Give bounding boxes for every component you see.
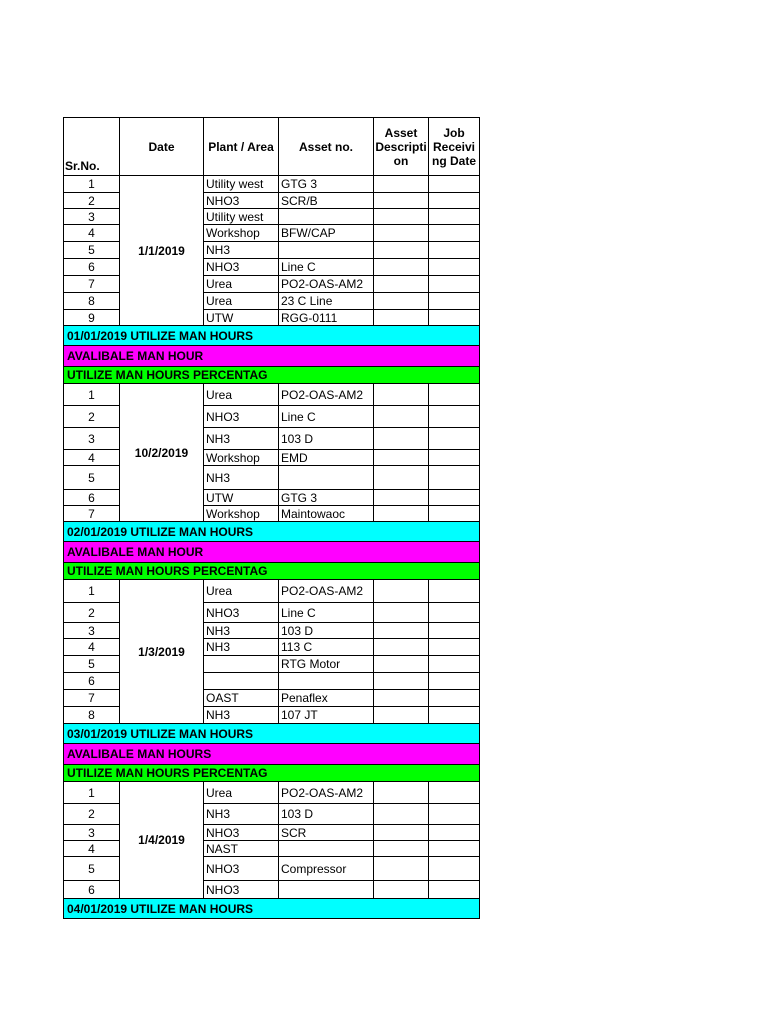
- summary-band-cell[interactable]: AVALIBALE MAN HOUR: [64, 346, 480, 367]
- summary-band-cell[interactable]: 01/01/2019 UTILIZE MAN HOURS: [64, 326, 480, 346]
- sr-no-cell[interactable]: 5: [64, 242, 120, 259]
- table-body: [64, 176, 480, 919]
- available-man-hour-row: [64, 542, 480, 563]
- asset-no-cell[interactable]: GTG 3: [279, 176, 374, 193]
- asset-description-cell[interactable]: [374, 466, 429, 490]
- asset-no-cell[interactable]: SCR: [279, 825, 374, 841]
- summary-band-cell[interactable]: UTILIZE MAN HOURS PERCENTAG: [64, 367, 480, 384]
- man-hours-table: [63, 117, 480, 919]
- utilize-percentage-row: [64, 765, 480, 782]
- job-receiving-date-cell[interactable]: [429, 857, 480, 881]
- plant-area-cell[interactable]: OAST: [204, 690, 279, 707]
- sr-no-cell[interactable]: 5: [64, 466, 120, 490]
- job-receiving-date-cell[interactable]: [429, 209, 480, 225]
- sr-no-cell[interactable]: 3: [64, 428, 120, 450]
- plant-area-cell[interactable]: NH3: [204, 623, 279, 639]
- sr-no-cell[interactable]: 4: [64, 841, 120, 857]
- asset-no-cell[interactable]: PO2-OAS-AM2: [279, 384, 374, 406]
- plant-area-cell[interactable]: [204, 673, 279, 690]
- date-cell[interactable]: 1/3/2019: [120, 580, 204, 724]
- asset-no-cell[interactable]: Line C: [279, 603, 374, 623]
- asset-description-cell[interactable]: [374, 580, 429, 603]
- job-receiving-date-cell[interactable]: [429, 466, 480, 490]
- asset-description-cell[interactable]: [374, 293, 429, 310]
- job-receiving-date-cell[interactable]: [429, 623, 480, 639]
- asset-description-cell[interactable]: [374, 841, 429, 857]
- plant-area-cell[interactable]: NH3: [204, 428, 279, 450]
- sr-no-cell[interactable]: 5: [64, 656, 120, 673]
- asset-no-cell[interactable]: RTG Motor: [279, 656, 374, 673]
- utilize-man-hours-row: [64, 522, 480, 542]
- plant-area-cell[interactable]: NH3: [204, 707, 279, 724]
- sr-no-cell[interactable]: 8: [64, 707, 120, 724]
- asset-no-cell[interactable]: PO2-OAS-AM2: [279, 276, 374, 293]
- sr-no-cell[interactable]: 4: [64, 450, 120, 466]
- asset-description-cell[interactable]: [374, 506, 429, 522]
- asset-description-cell[interactable]: [374, 490, 429, 506]
- job-receiving-date-cell[interactable]: [429, 690, 480, 707]
- asset-no-cell[interactable]: [279, 881, 374, 899]
- job-receiving-date-cell[interactable]: [429, 804, 480, 825]
- sr-no-cell[interactable]: 4: [64, 225, 120, 242]
- sr-no-cell[interactable]: 8: [64, 293, 120, 310]
- plant-area-cell[interactable]: NHO3: [204, 603, 279, 623]
- job-receiving-date-cell[interactable]: [429, 603, 480, 623]
- table-row: [64, 782, 480, 804]
- utilize-man-hours-row: [64, 899, 480, 919]
- plant-area-cell[interactable]: UTW: [204, 490, 279, 506]
- sr-no-cell[interactable]: 2: [64, 804, 120, 825]
- plant-area-cell[interactable]: NH3: [204, 804, 279, 825]
- asset-no-cell[interactable]: [279, 841, 374, 857]
- plant-area-cell[interactable]: Urea: [204, 782, 279, 804]
- asset-description-cell[interactable]: [374, 406, 429, 428]
- sr-no-cell[interactable]: 7: [64, 690, 120, 707]
- plant-area-cell[interactable]: Workshop: [204, 506, 279, 522]
- plant-area-cell[interactable]: Workshop: [204, 225, 279, 242]
- job-receiving-date-cell[interactable]: [429, 506, 480, 522]
- job-receiving-date-cell[interactable]: [429, 450, 480, 466]
- asset-no-cell[interactable]: 103 D: [279, 623, 374, 639]
- utilize-percentage-row: [64, 563, 480, 580]
- job-receiving-date-cell[interactable]: [429, 242, 480, 259]
- plant-area-cell[interactable]: Urea: [204, 293, 279, 310]
- plant-area-cell[interactable]: NHO3: [204, 825, 279, 841]
- asset-no-cell[interactable]: 113 C: [279, 639, 374, 656]
- summary-band-cell[interactable]: 04/01/2019 UTILIZE MAN HOURS: [64, 899, 480, 919]
- asset-description-cell[interactable]: [374, 690, 429, 707]
- asset-description-cell[interactable]: [374, 193, 429, 209]
- job-receiving-date-cell[interactable]: [429, 580, 480, 603]
- plant-area-cell[interactable]: Utility west: [204, 209, 279, 225]
- asset-description-cell[interactable]: [374, 450, 429, 466]
- asset-no-cell[interactable]: BFW/CAP: [279, 225, 374, 242]
- job-receiving-date-cell[interactable]: [429, 673, 480, 690]
- plant-area-cell[interactable]: Workshop: [204, 450, 279, 466]
- job-receiving-date-cell[interactable]: [429, 825, 480, 841]
- job-receiving-date-cell[interactable]: [429, 406, 480, 428]
- asset-no-cell[interactable]: Line C: [279, 259, 374, 276]
- date-cell[interactable]: 10/2/2019: [120, 384, 204, 522]
- plant-area-cell[interactable]: [204, 656, 279, 673]
- job-receiving-date-cell[interactable]: [429, 490, 480, 506]
- job-receiving-date-cell[interactable]: [429, 310, 480, 326]
- sr-no-cell[interactable]: 1: [64, 384, 120, 406]
- header-date: Date: [120, 118, 204, 176]
- summary-band-cell[interactable]: 03/01/2019 UTILIZE MAN HOURS: [64, 724, 480, 744]
- asset-no-cell[interactable]: [279, 673, 374, 690]
- asset-description-cell[interactable]: [374, 242, 429, 259]
- asset-no-cell[interactable]: Penaflex: [279, 690, 374, 707]
- asset-no-cell[interactable]: EMD: [279, 450, 374, 466]
- sr-no-cell[interactable]: 6: [64, 259, 120, 276]
- job-receiving-date-cell[interactable]: [429, 881, 480, 899]
- asset-no-cell[interactable]: 103 D: [279, 804, 374, 825]
- asset-description-cell[interactable]: [374, 782, 429, 804]
- header-job-receiving-date: Job Receivi ng Date: [429, 118, 480, 176]
- sr-no-cell[interactable]: 2: [64, 193, 120, 209]
- sr-no-cell[interactable]: 1: [64, 580, 120, 603]
- plant-area-cell[interactable]: Utility west: [204, 176, 279, 193]
- plant-area-cell[interactable]: NHO3: [204, 881, 279, 899]
- sr-no-cell[interactable]: 9: [64, 310, 120, 326]
- plant-area-cell[interactable]: Urea: [204, 384, 279, 406]
- plant-area-cell[interactable]: NHO3: [204, 193, 279, 209]
- summary-band-cell[interactable]: UTILIZE MAN HOURS PERCENTAG: [64, 563, 480, 580]
- asset-description-cell[interactable]: [374, 176, 429, 193]
- asset-description-cell[interactable]: [374, 639, 429, 656]
- asset-no-cell[interactable]: Compressor: [279, 857, 374, 881]
- table-row: [64, 580, 480, 603]
- header-plant-area: Plant / Area: [204, 118, 279, 176]
- asset-no-cell[interactable]: GTG 3: [279, 490, 374, 506]
- sr-no-cell[interactable]: 7: [64, 276, 120, 293]
- asset-description-cell[interactable]: [374, 656, 429, 673]
- sr-no-cell[interactable]: 6: [64, 673, 120, 690]
- sr-no-cell[interactable]: 3: [64, 209, 120, 225]
- asset-description-cell[interactable]: [374, 384, 429, 406]
- job-receiving-date-cell[interactable]: [429, 293, 480, 310]
- header-sr-no: Sr.No.: [64, 118, 120, 176]
- job-receiving-date-cell[interactable]: [429, 259, 480, 276]
- plant-area-cell[interactable]: NHO3: [204, 406, 279, 428]
- job-receiving-date-cell[interactable]: [429, 707, 480, 724]
- sr-no-cell[interactable]: 1: [64, 176, 120, 193]
- plant-area-cell[interactable]: NH3: [204, 639, 279, 656]
- sr-no-cell[interactable]: 6: [64, 490, 120, 506]
- asset-description-cell[interactable]: [374, 310, 429, 326]
- asset-description-cell[interactable]: [374, 603, 429, 623]
- job-receiving-date-cell[interactable]: [429, 276, 480, 293]
- asset-description-cell[interactable]: [374, 276, 429, 293]
- plant-area-cell[interactable]: NH3: [204, 466, 279, 490]
- job-receiving-date-cell[interactable]: [429, 782, 480, 804]
- sr-no-cell[interactable]: 3: [64, 825, 120, 841]
- asset-no-cell[interactable]: 23 C Line: [279, 293, 374, 310]
- asset-no-cell[interactable]: 107 JT: [279, 707, 374, 724]
- job-receiving-date-cell[interactable]: [429, 841, 480, 857]
- table-row: [64, 176, 480, 193]
- asset-no-cell[interactable]: [279, 209, 374, 225]
- utilize-percentage-row: [64, 367, 480, 384]
- sr-no-cell[interactable]: 5: [64, 857, 120, 881]
- table-row: [64, 384, 480, 406]
- summary-band-cell[interactable]: AVALIBALE MAN HOURS: [64, 744, 480, 765]
- asset-no-cell[interactable]: Line C: [279, 406, 374, 428]
- summary-band-cell[interactable]: AVALIBALE MAN HOUR: [64, 542, 480, 563]
- asset-no-cell[interactable]: RGG-0111: [279, 310, 374, 326]
- plant-area-cell[interactable]: NH3: [204, 242, 279, 259]
- asset-description-cell[interactable]: [374, 857, 429, 881]
- job-receiving-date-cell[interactable]: [429, 428, 480, 450]
- sr-no-cell[interactable]: 6: [64, 881, 120, 899]
- header-asset-description: Asset Descripti on: [374, 118, 429, 176]
- summary-band-cell[interactable]: 02/01/2019 UTILIZE MAN HOURS: [64, 522, 480, 542]
- job-receiving-date-cell[interactable]: [429, 193, 480, 209]
- header-row: [64, 118, 480, 176]
- asset-no-cell[interactable]: PO2-OAS-AM2: [279, 580, 374, 603]
- job-receiving-date-cell[interactable]: [429, 176, 480, 193]
- date-cell[interactable]: 1/1/2019: [120, 176, 204, 326]
- plant-area-cell[interactable]: UTW: [204, 310, 279, 326]
- asset-no-cell[interactable]: [279, 466, 374, 490]
- available-man-hour-row: [64, 346, 480, 367]
- sr-no-cell[interactable]: 3: [64, 623, 120, 639]
- plant-area-cell[interactable]: NAST: [204, 841, 279, 857]
- job-receiving-date-cell[interactable]: [429, 656, 480, 673]
- utilize-man-hours-row: [64, 326, 480, 346]
- job-receiving-date-cell[interactable]: [429, 384, 480, 406]
- asset-description-cell[interactable]: [374, 673, 429, 690]
- sr-no-cell[interactable]: 7: [64, 506, 120, 522]
- asset-no-cell[interactable]: Maintowaoc: [279, 506, 374, 522]
- sr-no-cell[interactable]: 2: [64, 603, 120, 623]
- plant-area-cell[interactable]: Urea: [204, 276, 279, 293]
- plant-area-cell[interactable]: Urea: [204, 580, 279, 603]
- asset-no-cell[interactable]: PO2-OAS-AM2: [279, 782, 374, 804]
- plant-area-cell[interactable]: NHO3: [204, 857, 279, 881]
- asset-no-cell[interactable]: [279, 242, 374, 259]
- asset-description-cell[interactable]: [374, 428, 429, 450]
- utilize-man-hours-row: [64, 724, 480, 744]
- asset-description-cell[interactable]: [374, 804, 429, 825]
- sr-no-cell[interactable]: 1: [64, 782, 120, 804]
- asset-description-cell[interactable]: [374, 881, 429, 899]
- header-asset-no: Asset no.: [279, 118, 374, 176]
- asset-description-cell[interactable]: [374, 707, 429, 724]
- asset-description-cell[interactable]: [374, 259, 429, 276]
- plant-area-cell[interactable]: NHO3: [204, 259, 279, 276]
- date-cell[interactable]: 1/4/2019: [120, 782, 204, 899]
- asset-no-cell[interactable]: 103 D: [279, 428, 374, 450]
- asset-description-cell[interactable]: [374, 825, 429, 841]
- job-receiving-date-cell[interactable]: [429, 225, 480, 242]
- sr-no-cell[interactable]: 4: [64, 639, 120, 656]
- available-man-hour-row: [64, 744, 480, 765]
- sr-no-cell[interactable]: 2: [64, 406, 120, 428]
- asset-no-cell[interactable]: SCR/B: [279, 193, 374, 209]
- summary-band-cell[interactable]: UTILIZE MAN HOURS PERCENTAG: [64, 765, 480, 782]
- asset-description-cell[interactable]: [374, 225, 429, 242]
- asset-description-cell[interactable]: [374, 623, 429, 639]
- job-receiving-date-cell[interactable]: [429, 639, 480, 656]
- asset-description-cell[interactable]: [374, 209, 429, 225]
- spreadsheet: [63, 117, 479, 919]
